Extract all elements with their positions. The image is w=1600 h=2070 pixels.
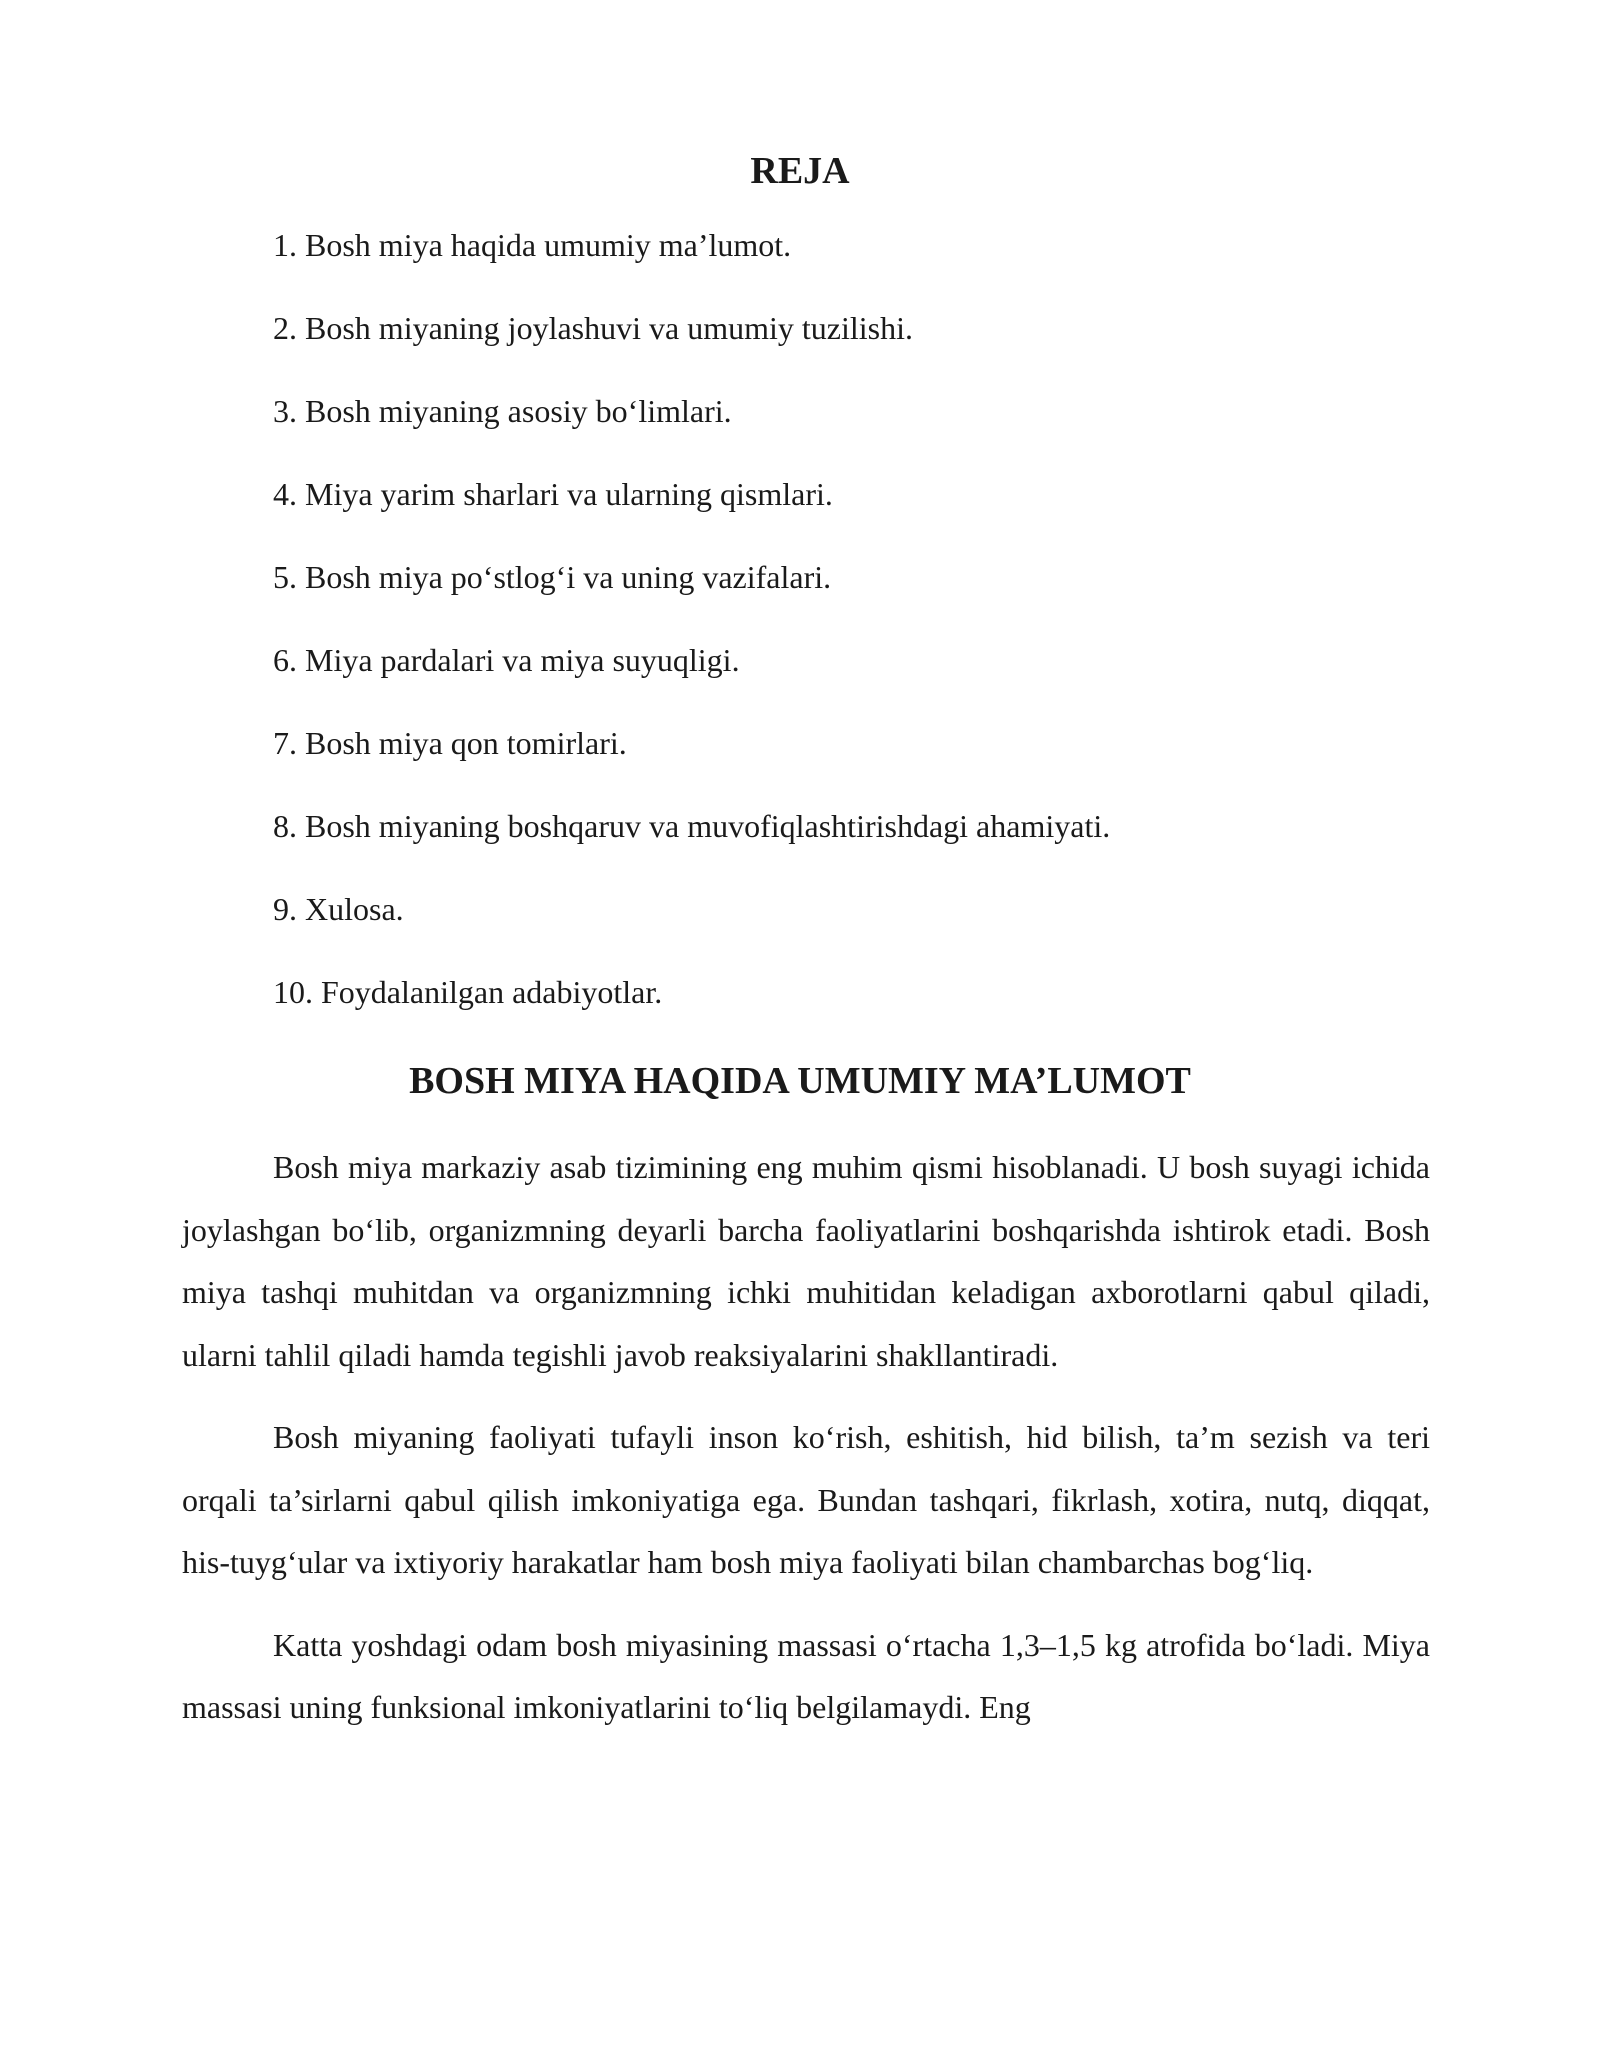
plan-item: 7. Bosh miya qon tomirlari. <box>273 725 627 761</box>
plan-item: 8. Bosh miyaning boshqaruv va muvofiqlashtirishdagi ahamiyati. <box>273 808 1111 844</box>
plan-item: 1. Bosh miya haqida umumiy ma’lumot. <box>273 227 792 263</box>
plan-item: 9. Xulosa. <box>273 891 404 927</box>
section-body <box>182 1136 1430 1759</box>
plan-list <box>273 225 1473 1055</box>
plan-item: 3. Bosh miyaning asosiy bo‘limlari. <box>273 393 732 429</box>
plan-item: 6. Miya pardalari va miya suyuqligi. <box>273 642 740 678</box>
plan-item: 5. Bosh miya po‘stlog‘i va uning vazifalari. <box>273 559 832 595</box>
paragraph: Katta yoshdagi odam bosh miyasining massasi o‘rtacha 1,3–1,5 kg atrofida bo‘ladi. Miya massasi uning funksional imkoniyatlarini to‘liq belgilamaydi. Eng <box>182 1626 1430 1725</box>
section-title: BOSH MIYA HAQIDA UMUMIY MA’LUMOT <box>409 1060 1191 1102</box>
plan-title: REJA <box>750 150 850 192</box>
paragraph: Bosh miya markaziy asab tizimining eng muhim qismi hisoblanadi. U bosh suyagi ichida joylashgan bo‘lib, organizmning deyarli barcha faoliyatlarini boshqarishda ishtirok etadi. Bosh miya tashqi muhitdan va organizmning ichki muhitidan keladigan axborotlarni qabul qiladi, ularni tahlil qiladi hamda tegishli javob reaksiyalarini shakllantiradi. <box>182 1149 1430 1373</box>
plan-item: 10. Foydalanilgan adabiyotlar. <box>273 974 663 1010</box>
plan-item: 4. Miya yarim sharlari va ularning qismlari. <box>273 476 833 512</box>
paragraph: Bosh miyaning faoliyati tufayli inson ko‘rish, eshitish, hid bilish, ta’m sezish va teri orqali ta’sirlarni qabul qilish imkoniyatiga ega. Bundan tashqari, fikrlash, xotira, nutq, diqqat, his-tuyg‘ular va ixtiyoriy harakatlar ham bosh miya faoliyati bilan chambarchas bog‘liq. <box>182 1419 1430 1580</box>
plan-item: 2. Bosh miyaning joylashuvi va umumiy tuzilishi. <box>273 310 913 346</box>
